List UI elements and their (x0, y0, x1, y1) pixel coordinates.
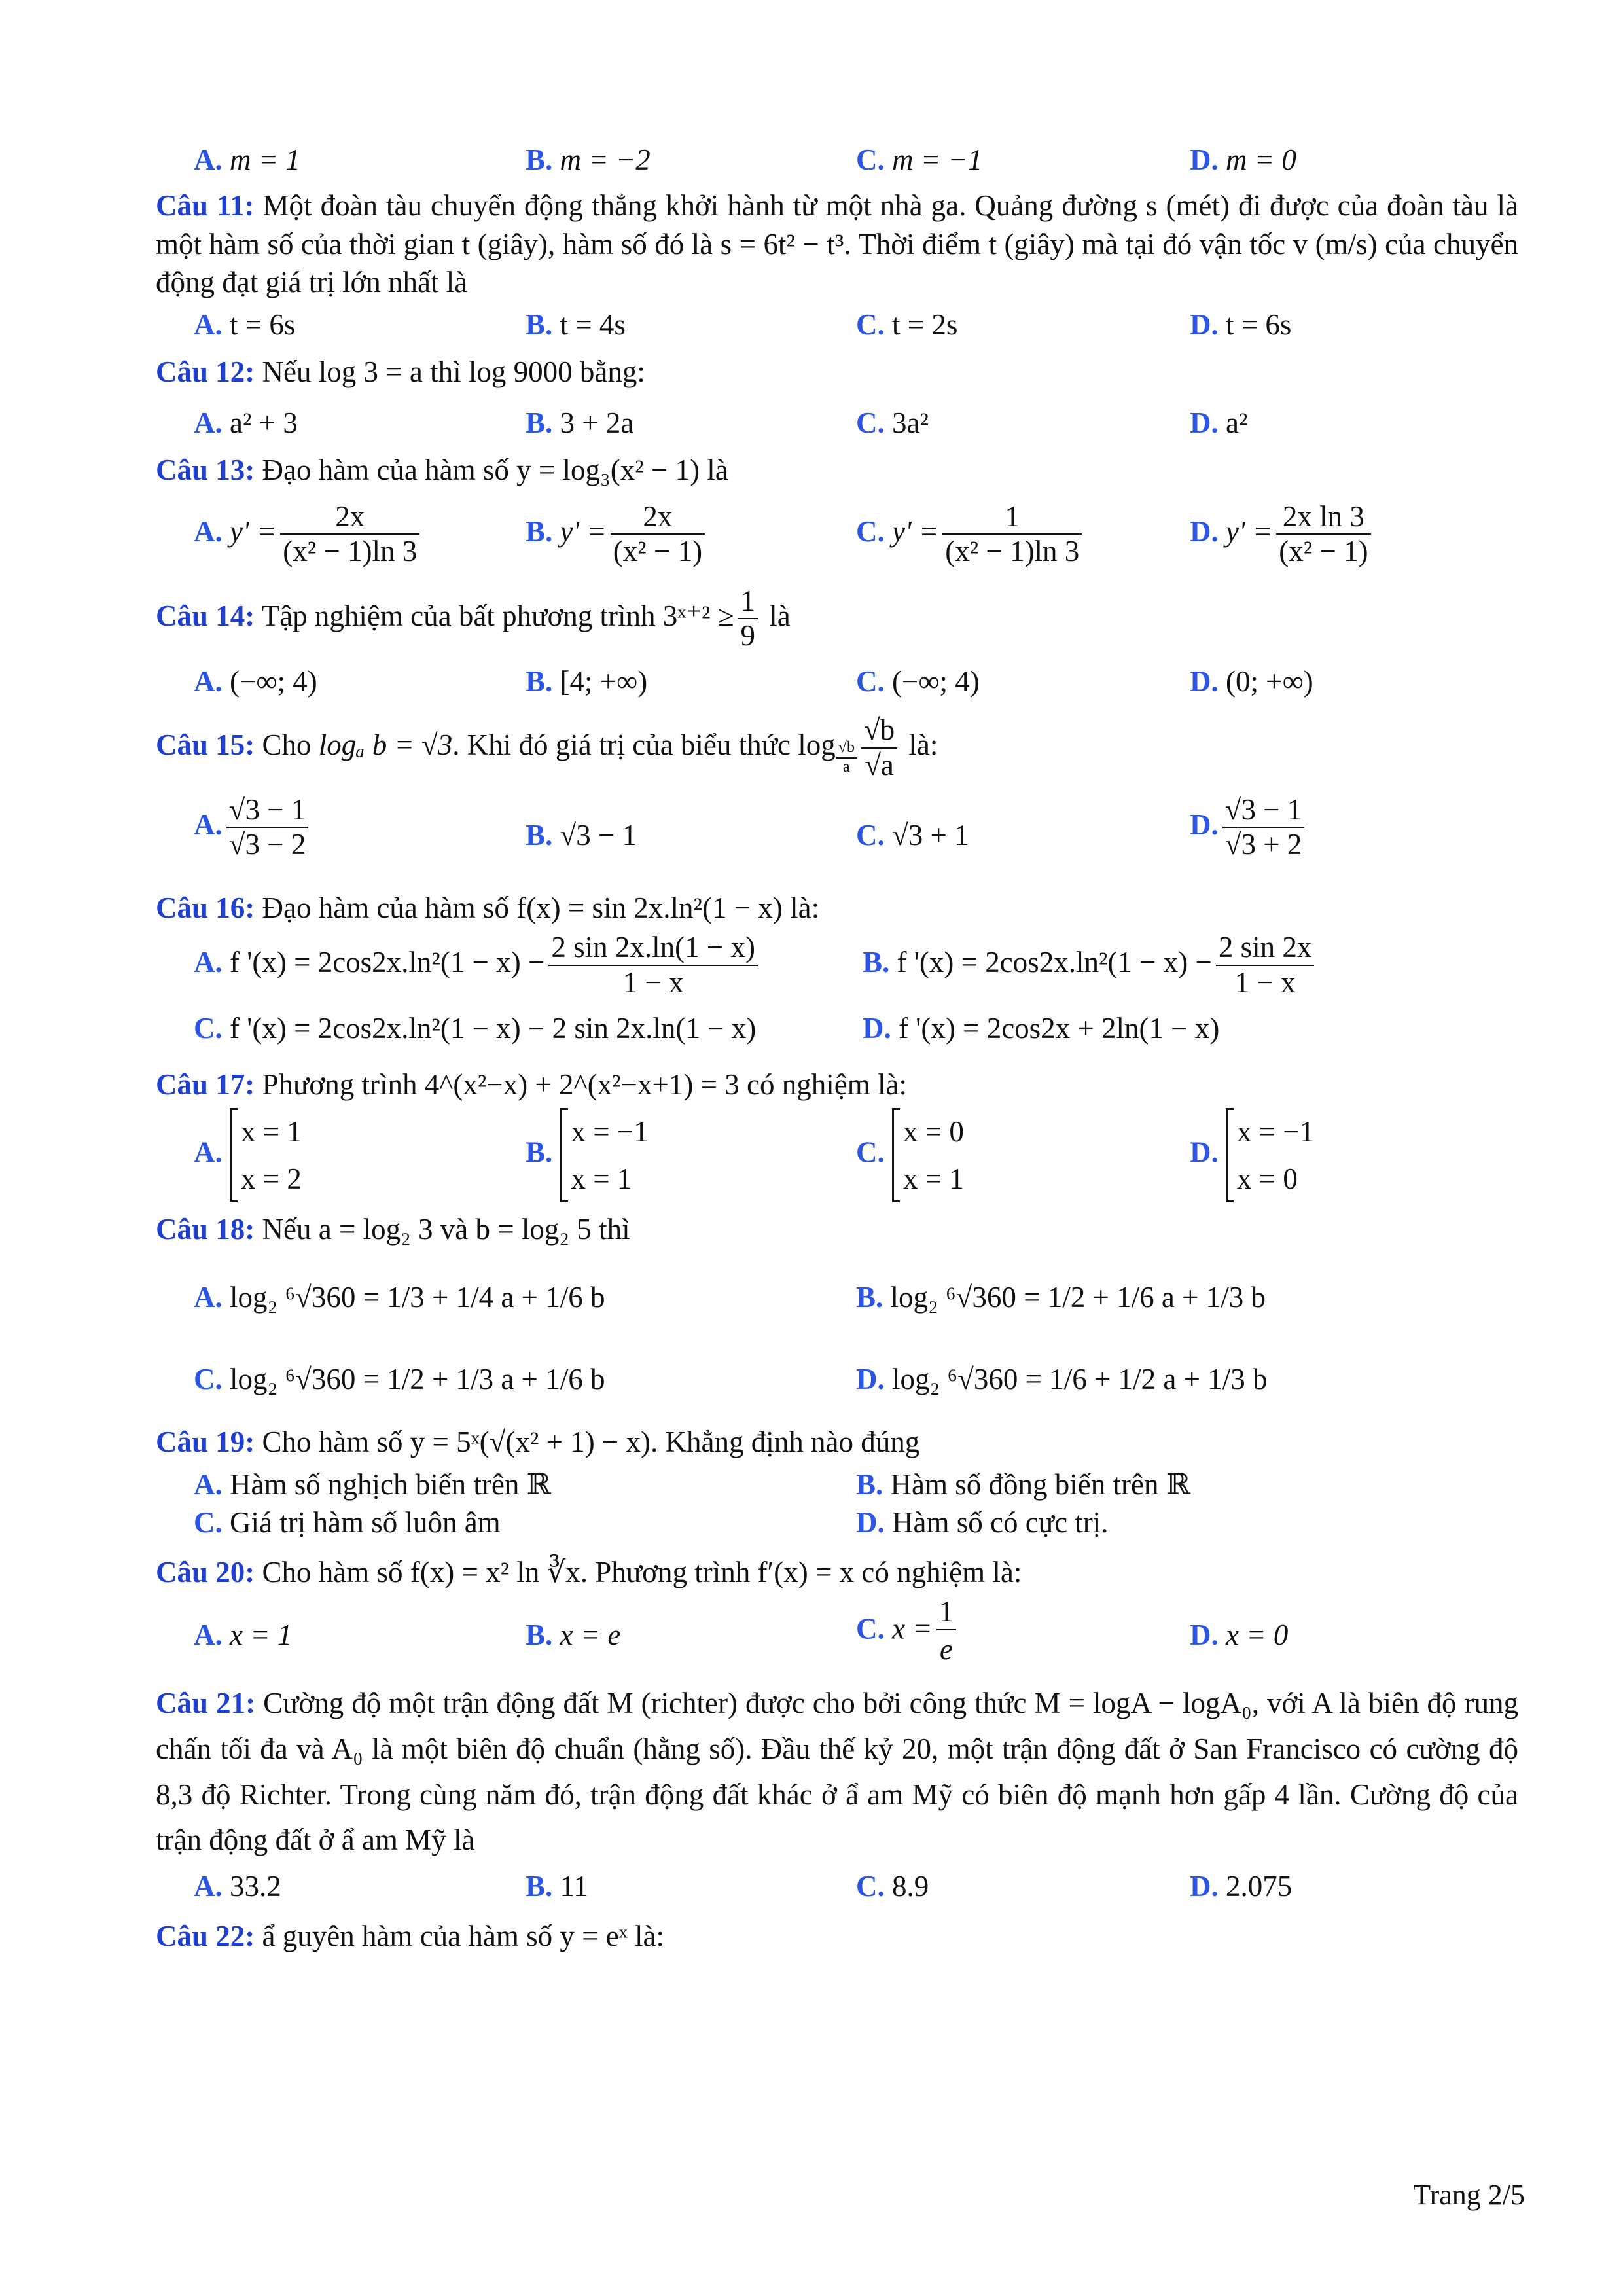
q19-answers-ab (156, 1465, 1518, 1503)
q10-option-b[interactable]: B. m = −2 (526, 143, 651, 176)
q22-question: Câu 22: ẩ guyên hàm của hàm số y = eˣ là: (156, 1920, 664, 1952)
q11-option-b[interactable]: B. t = 4s (526, 308, 626, 341)
q13-question: Câu 13: Đạo hàm của hàm số y = log₃(x² − 1) là (156, 454, 728, 486)
q11-answers (156, 306, 1518, 349)
q16-option-b[interactable]: B. f '(x) = 2cos2x.ln²(1 − x) − $\frac{2 \sin 2x}{1 - x}$ (863, 931, 1318, 1000)
q18-answers-cd (156, 1337, 1518, 1419)
q17-option-d[interactable]: D. x = −1 x = 0 (1190, 1108, 1314, 1202)
q10-option-c[interactable]: C. m = −1 (856, 143, 983, 176)
q19-option-d[interactable]: D. Hàm số có cực trị. (856, 1505, 1109, 1539)
q18-option-d[interactable]: D. log₂ ⁶√360 = 1/6 + 1/2 a + 1/3 b (856, 1363, 1268, 1395)
q15-option-c[interactable]: C. √3 + 1 (856, 818, 969, 852)
q17-option-c[interactable]: C. x = 0 x = 1 (856, 1108, 964, 1202)
q21-option-d[interactable]: D. 2.075 (1190, 1870, 1293, 1903)
q14-option-b[interactable]: B. [4; +∞) (526, 665, 648, 698)
q20-option-b[interactable]: B. x = e (526, 1619, 621, 1651)
q10-option-a[interactable]: A. m = 1 (194, 143, 300, 176)
q14-option-c[interactable]: C. (−∞; 4) (856, 665, 980, 698)
q15-fraction: $\frac{√b}{√a}$ (861, 713, 897, 783)
q17-c-system: x = 0 x = 1 (892, 1108, 964, 1202)
q20-question: Câu 20: Cho hàm số f(x) = x² ln ∛x. Phương trình f′(x) = x có nghiệm là: (156, 1555, 1022, 1588)
q11-question: Câu 11: Một đoàn tàu chuyển động thẳng khởi hành từ một nhà ga. Quảng đường s (mét) đi được của đoàn tàu là một hàm số của thời gian t (giây), hàm số đó là s = 6t² − t³. Thời điểm t (giây) mà tại đó vận tốc v (m/s) của chuyển động đạt giá trị lớn nhất là (156, 189, 1519, 298)
q16-question: Câu 16: Đạo hàm của hàm số f(x) = sin 2x.ln²(1 − x) là: (156, 891, 820, 924)
q19-option-c[interactable]: C. Giá trị hàm số luôn âm (194, 1505, 501, 1539)
q16-option-d[interactable]: D. f '(x) = 2cos2x + 2ln(1 − x) (863, 1012, 1220, 1045)
q14-question: Câu 14: Tập nghiệm của bất phương trình 3ˣ⁺² ≥ $\frac{1}{9}$ là (156, 584, 791, 653)
q17-b-system: x = −1 x = 1 (560, 1108, 649, 1202)
q17-question: Câu 17: Phương trình 4^(x²−x) + 2^(x²−x+1) = 3 có nghiệm là: (156, 1068, 907, 1101)
q17-answers (156, 1108, 1518, 1206)
q15-a-fraction: $\frac{√3 - 1}{√3 - 2}$ (226, 793, 309, 863)
q15-question: Câu 15: Cho logₐ b = √3. Khi đó giá trị của biểu thức log $_{\frac{√b}{a}}$ $\frac{√b}{√a}$ là: (156, 713, 938, 781)
q19-option-a[interactable]: A. Hàm số nghịch biến trên ℝ (194, 1467, 552, 1501)
q12-option-c[interactable]: C. 3a² (856, 406, 929, 439)
q17-option-b[interactable]: B. x = −1 x = 1 (526, 1108, 649, 1202)
q12-question: Câu 12: Nếu log 3 = a thì log 9000 bằng: (156, 355, 645, 388)
q18-answers-ab (156, 1252, 1518, 1337)
q16-option-c[interactable]: C. f '(x) = 2cos2x.ln²(1 − x) − 2 sin 2x.ln(1 − x) (194, 1012, 757, 1045)
q21-question: Câu 21: Cường độ một trận động đất M (richter) được cho bởi công thức M = logA − logA₀, với A là biên độ rung chấn tối đa và A₀ là một biên độ chuẩn (hằng số). Đầu thế kỷ 20, một trận động đất ở San Francisco có cường độ 8,3 độ Richter. Trong cùng năm đó, trận động đất khác ở ẩ am Mỹ có biên độ mạnh hơn gấp 4 lần. Cường độ của trận động đất ở ẩ am Mỹ là (156, 1687, 1518, 1857)
q21-option-c[interactable]: C. 8.9 (856, 1870, 929, 1903)
q15-option-a[interactable]: A. $\frac{√3 - 1}{√3 - 2}$ (194, 793, 312, 863)
q13-a-fraction: $\frac{2x}{\text{(x² − 1)ln 3}}$ (280, 500, 419, 569)
q16-answers-cd (156, 1009, 1518, 1062)
q13-b-fraction: $\frac{2x}{\text{(x² − 1)}}$ (611, 500, 705, 569)
q15-d-fraction: $\frac{√3 - 1}{√3 + 2}$ (1222, 793, 1305, 863)
q13-option-d[interactable]: D. y' = $\frac{\text{2x ln 3}}{\text{(x² − 1)}}$ (1190, 500, 1375, 569)
q20-c-fraction: $\frac{1}{e}$ (936, 1595, 957, 1668)
q13-c-fraction: $\frac{1}{\text{(x² − 1)ln 3}}$ (942, 500, 1082, 569)
q16-b-fraction: $\frac{2 \sin 2x}{1 - x}$ (1216, 931, 1315, 1000)
q14-option-a[interactable]: A. (−∞; 4) (194, 665, 317, 698)
q15-option-b[interactable]: B. √3 − 1 (526, 818, 637, 852)
q16-option-a[interactable]: A. f '(x) = 2cos2x.ln²(1 − x) − $\frac{2 \sin 2x.\ln(1 - x)}{1 - x}$ (194, 931, 762, 1000)
q21-answers (156, 1867, 1518, 1913)
q18-option-c[interactable]: C. log₂ ⁶√360 = 1/2 + 1/3 a + 1/6 b (194, 1363, 605, 1395)
q11-option-a[interactable]: A. t = 6s (194, 308, 296, 341)
q18-question: Câu 18: Nếu a = log₂ 3 và b = log₂ 5 thì (156, 1212, 630, 1246)
q20-option-c[interactable]: C. x = $\frac{1}{e}$ (856, 1595, 960, 1668)
q20-option-d[interactable]: D. x = 0 (1190, 1619, 1289, 1651)
q17-a-system: x = 1 x = 2 (230, 1108, 302, 1202)
q10-answers (156, 141, 1518, 183)
q21-option-b[interactable]: B. 11 (526, 1870, 588, 1903)
page-number: Trang 2/5 (1413, 2179, 1525, 2211)
q19-question: Câu 19: Cho hàm số y = 5ˣ(√(x² + 1) − x). Khẳng định nào đúng (156, 1426, 920, 1458)
q16-a-fraction: $\frac{2 \sin 2x.\ln(1 - x)}{1 - x}$ (548, 931, 758, 1000)
q20-answers (156, 1595, 1518, 1677)
q13-answers (156, 493, 1518, 582)
q13-d-fraction: $\frac{\text{2x ln 3}}{\text{(x² − 1)}}$ (1276, 500, 1370, 569)
q14-option-d[interactable]: D. (0; +∞) (1190, 665, 1313, 698)
q13-option-a[interactable]: A. y' = $\frac{2x}{\text{(x² − 1)ln 3}}$ (194, 500, 423, 569)
q14-answers (156, 657, 1518, 707)
q17-option-a[interactable]: A. x = 1 x = 2 (194, 1108, 302, 1202)
q13-option-c[interactable]: C. y' = $\frac{1}{\text{(x² − 1)ln 3}}$ (856, 500, 1086, 569)
exam-page (156, 141, 1518, 1960)
q16-answers-ab (156, 931, 1518, 1009)
q21-option-a[interactable]: A. 33.2 (194, 1870, 281, 1903)
q15-answers (156, 787, 1518, 885)
q11-option-c[interactable]: C. t = 2s (856, 308, 958, 341)
q20-option-a[interactable]: A. x = 1 (194, 1619, 293, 1651)
q10-option-d[interactable]: D. m = 0 (1190, 143, 1296, 176)
q12-option-d[interactable]: D. a² (1190, 406, 1248, 439)
q19-answers-cd (156, 1503, 1518, 1549)
q18-option-a[interactable]: A. log₂ ⁶√360 = 1/3 + 1/4 a + 1/6 b (194, 1281, 605, 1314)
q17-d-system: x = −1 x = 0 (1226, 1108, 1314, 1202)
q15-option-d[interactable]: D. $\frac{√3 - 1}{√3 + 2}$ (1190, 793, 1308, 863)
q15-log-base: √b a (836, 739, 857, 776)
q13-option-b[interactable]: B. y' = $\frac{2x}{\text{(x² − 1)}}$ (526, 500, 709, 569)
q11-option-d[interactable]: D. t = 6s (1190, 308, 1292, 341)
q14-fraction: $\frac{1}{9}$ (738, 584, 758, 654)
q12-option-a[interactable]: A. a² + 3 (194, 406, 298, 439)
q18-option-b[interactable]: B. log₂ ⁶√360 = 1/2 + 1/6 a + 1/3 b (856, 1281, 1266, 1314)
q19-option-b[interactable]: B. Hàm số đồng biến trên ℝ (856, 1467, 1191, 1501)
q12-answers (156, 395, 1518, 447)
q12-option-b[interactable]: B. 3 + 2a (526, 406, 634, 439)
